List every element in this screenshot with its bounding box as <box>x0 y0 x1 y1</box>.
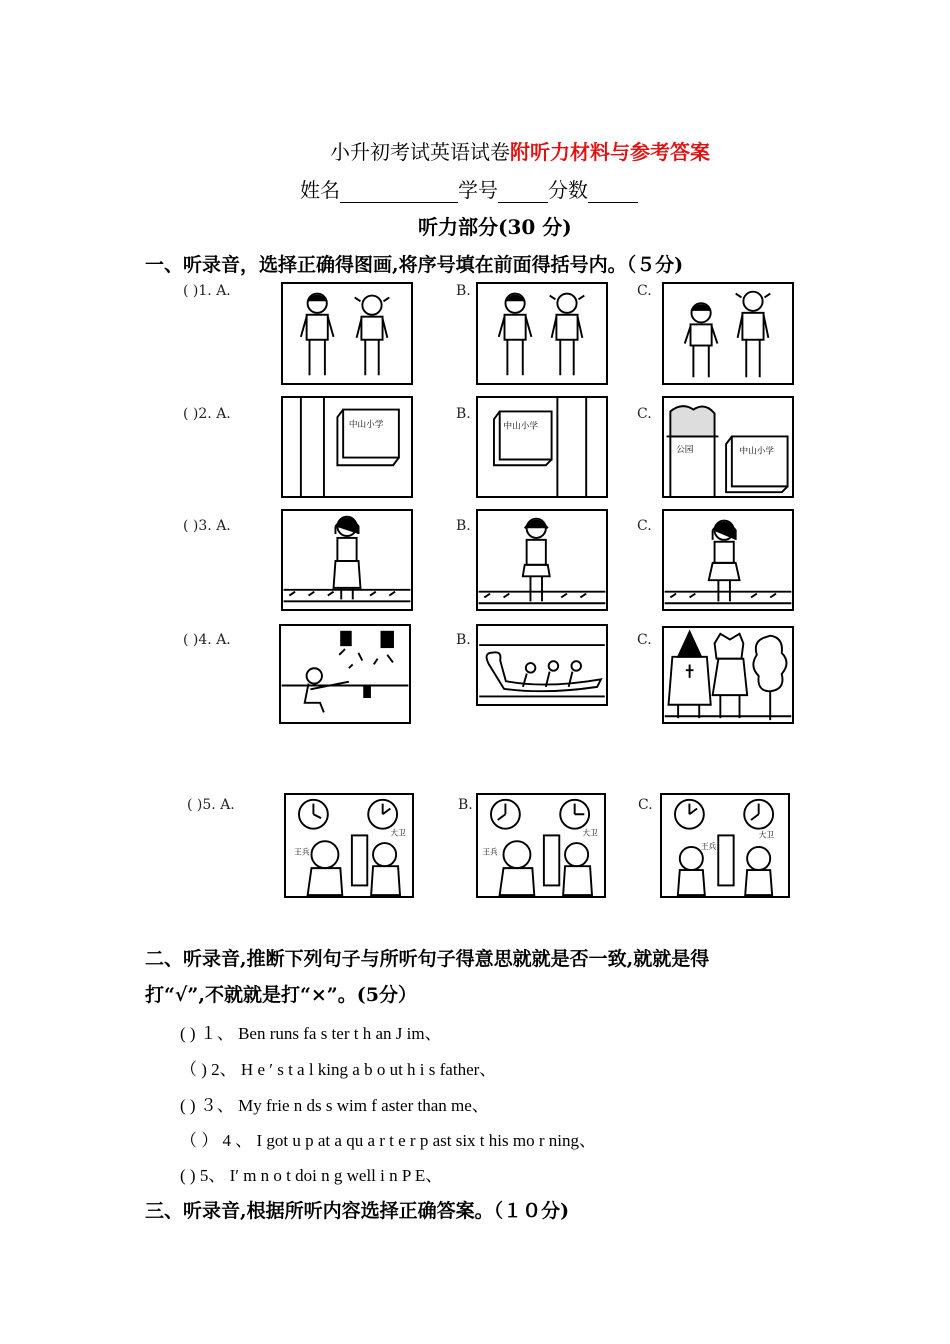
picture-firecrackers-a[interactable] <box>279 624 411 724</box>
picture-boy-girl-a[interactable] <box>281 282 413 385</box>
option-label: B. <box>456 283 471 299</box>
section2-heading-line1: 二、听录音,推断下列句子与所听句子得意思就就是否一致,就就是得 <box>145 948 710 970</box>
question-label: ( )4. A. <box>183 632 231 648</box>
name-tag: 王兵 <box>700 841 717 851</box>
option-label: C. <box>637 406 652 422</box>
option-label: C. <box>638 797 653 813</box>
picture-school-gate-b[interactable] <box>476 396 608 498</box>
option-label: B. <box>456 406 471 422</box>
listening-section-title: 听力部分(30 分) <box>418 215 572 239</box>
sentence-item: ( ) ３、 My frie n ds s wim f aster than me、 <box>180 1096 489 1115</box>
title-highlight: 附听力材料与参考答案 <box>510 140 710 164</box>
document-title <box>330 136 710 165</box>
name-tag: 王兵 <box>482 847 498 857</box>
sign-text: 中山小学 <box>348 419 384 430</box>
option-label: C. <box>637 632 652 648</box>
title-main: 小升初考试英语试卷 <box>330 140 510 164</box>
option-label: B. <box>458 797 473 813</box>
option-label: B. <box>456 518 471 534</box>
section3-heading: 三、听录音,根据所听内容选择正确答案。（１０分) <box>145 1200 570 1222</box>
name-tag: 大卫 <box>758 830 775 840</box>
picture-boy-girl-b[interactable] <box>476 282 608 385</box>
question-label: ( )2. A. <box>183 406 231 422</box>
section2-heading-line2: 打“√”,不就就是打“×”。(5分） <box>145 984 417 1006</box>
name-blank[interactable] <box>340 182 458 203</box>
name-label: 姓名 <box>300 178 340 202</box>
picture-school-clock-c[interactable] <box>660 793 790 898</box>
picture-girl-short-skirt-b[interactable] <box>476 509 608 611</box>
option-label: C. <box>637 518 652 534</box>
picture-park-school-c[interactable] <box>662 396 794 498</box>
score-blank[interactable] <box>588 182 638 203</box>
id-label: 学号 <box>458 178 498 202</box>
picture-dragon-boat-b[interactable] <box>476 624 608 706</box>
id-blank[interactable] <box>498 182 548 203</box>
name-tag: 大卫 <box>582 828 598 838</box>
option-label: B. <box>456 632 471 648</box>
picture-girl-skirt-c[interactable] <box>662 509 794 611</box>
question-label: ( )3. A. <box>183 518 231 534</box>
picture-halloween-c[interactable] <box>662 626 794 724</box>
sign-text: 中山小学 <box>739 446 775 457</box>
sentence-item: ( ) 5、 I′ m n o t doi n g well i n P E、 <box>180 1166 443 1185</box>
student-info-line <box>300 174 638 203</box>
sentence-item: （ ) 2、 H e ′ s t a l king a b o ut h i s father、 <box>180 1060 497 1079</box>
sentence-item: ( ) １、 Ben runs fa s ter t h an J im、 <box>180 1024 442 1043</box>
picture-school-gate-a[interactable] <box>281 396 413 498</box>
picture-school-clock-b[interactable] <box>476 793 606 898</box>
option-label: C. <box>637 283 652 299</box>
picture-boy-girl-c[interactable] <box>662 282 794 385</box>
score-label: 分数 <box>548 178 588 202</box>
sign-text: 中山小学 <box>503 421 539 432</box>
name-tag: 王兵 <box>294 847 310 857</box>
picture-school-clock-a[interactable] <box>284 793 414 898</box>
section1-heading: 一、听录音，选择正确得图画,将序号填在前面得括号内。（５分) <box>145 254 684 276</box>
name-tag: 大卫 <box>390 828 406 838</box>
sentence-item: （ ） 4 、 I got u p at a qu a r t e r p ast six t his mo r ning、 <box>180 1131 596 1150</box>
picture-girl-long-skirt-a[interactable] <box>281 509 413 611</box>
question-label: ( )5. A. <box>187 797 235 813</box>
park-text: 公园 <box>676 444 694 455</box>
question-label: ( )1. A. <box>183 283 231 299</box>
